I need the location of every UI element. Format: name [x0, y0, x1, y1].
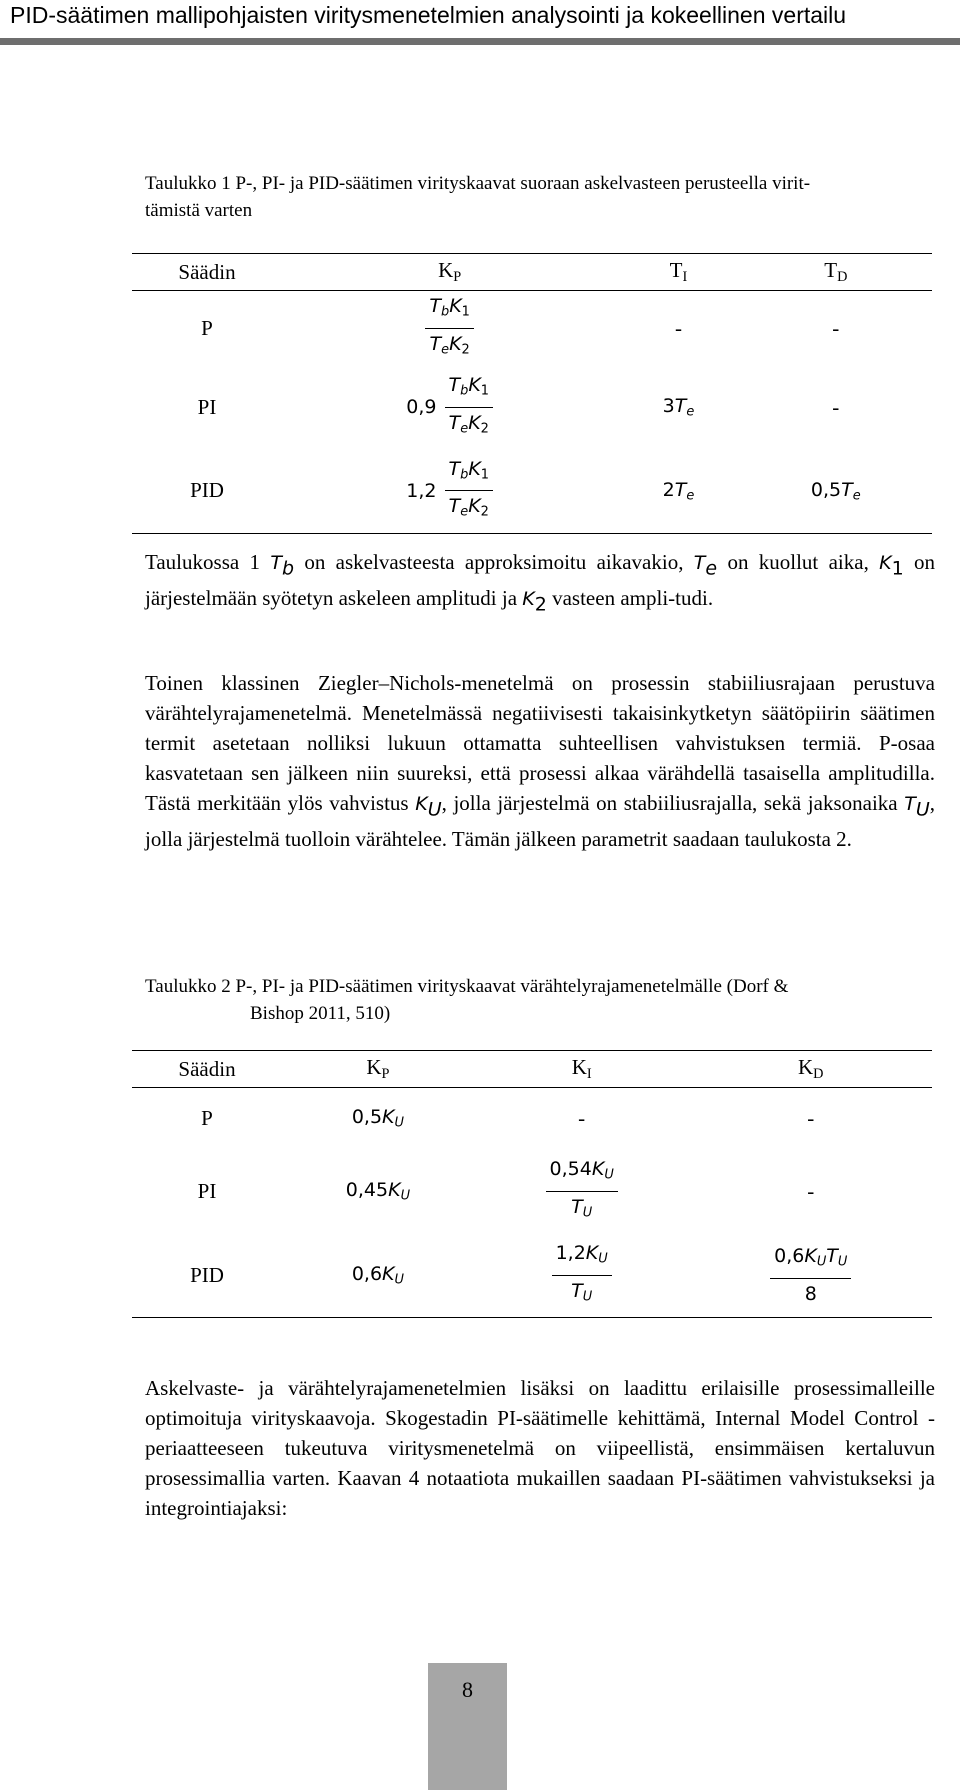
table2-cell-controller: P [201, 1106, 213, 1131]
table1-cell-kp [282, 291, 617, 366]
table2-header-ki: $K_I$ [474, 1051, 690, 1088]
kp-fraction: $\frac{T_bK_1}{T_eK_2}$ [445, 454, 494, 528]
table1-cell-td: $0,5T_e$ [740, 449, 932, 533]
table2-cell-ki [474, 1234, 690, 1318]
kp-fraction: $\frac{T_bK_1}{T_eK_2}$ [445, 370, 494, 444]
table1-cell-controller: PI [197, 394, 217, 419]
table1-cell-controller: PID [132, 449, 282, 533]
table2-caption-line1: Taulukko 2 P-, PI- ja PID-säätimen virityskaavat värähtelyrajamenetelmälle (Dorf & [145, 976, 789, 997]
running-header: PID-säätimen mallipohjaisten viritysmenetelmien analysointi ja kokeellinen vertailu [10, 2, 847, 28]
table-row [132, 1234, 932, 1318]
table2-cell-ki [474, 1150, 690, 1234]
table2-cell-kp: $0,45K_U$ [345, 1179, 411, 1204]
page-number: 8 [462, 1677, 473, 1702]
table2-caption [145, 973, 935, 1027]
table1-header-controller: Säädin [132, 254, 282, 291]
table2 [132, 1050, 932, 1318]
table2-header-row [132, 1051, 932, 1088]
table1-cell-kp: 0,9 $\frac{T_bK_1}{T_eK_2}$ [282, 365, 617, 449]
header-rule [0, 38, 960, 45]
table1-cell-ti: $2T_e$ [617, 449, 739, 533]
table2-header-controller: Säädin [132, 1051, 282, 1088]
ki-fraction: $\frac{0,54K_U}{T_U}$ [546, 1154, 618, 1228]
table2-cell-kp: $0,5K_U$ [351, 1106, 404, 1132]
table2-cell-controller: PI [197, 1179, 217, 1203]
paragraph-skogestad: Askelvaste- ja värähtelyrajamenetelmien lisäksi on laadittu erilaisille prosessimalleille optimoituja virityskaavoja. Skogestadin PI-säätimelle kehittämä, Internal Model Control -periaatteeseen tukeutuva viritysmenetelmä on viipeellistä, ensimmäisen kertaluvun prosessimallia varten. Kaavan 4 notaatiota mukaillen saadaan PI-säätimen vahvistukseksi ja integrointiajaksi: [145, 1376, 935, 1520]
table1-cell-ti: $3T_e$ [662, 394, 695, 420]
table2-header-kp: $K_P$ [282, 1051, 474, 1088]
paragraph-table1-explanation: Taulukossa 1 Tb on askelvasteesta approksimoitu aikavakio, Te on kuollut aika, K1 on järjestelmään syötetyn askeleen amplitudi ja K2 vasteen ampli-tudi. [145, 550, 936, 616]
table1-cell-ti: - [674, 315, 682, 340]
table2-cell-kd [690, 1234, 933, 1318]
table-row [132, 449, 932, 533]
table1 [132, 253, 932, 534]
table1-cell-controller: P [201, 315, 213, 340]
table2-cell-controller: PID [132, 1234, 282, 1318]
table1-caption [145, 170, 935, 224]
table-row [132, 291, 932, 366]
table2-cell-ki: - [578, 1106, 586, 1131]
table1-cell-td: - [832, 394, 840, 419]
table2-header-kd: $K_D$ [690, 1051, 933, 1088]
table1-caption-line1: Taulukko 1 P-, PI- ja PID-säätimen virityskaavat suoraan askelvasteen perusteella virit- [145, 173, 811, 194]
table2-cell-kd: - [807, 1179, 815, 1203]
table1-cell-kp: 1,2 $\frac{T_bK_1}{T_eK_2}$ [282, 449, 617, 533]
table-row [132, 1088, 932, 1150]
table1-caption-line2: tämistä varten [145, 200, 253, 221]
table-row [132, 1150, 932, 1234]
table1-header-row [132, 254, 932, 291]
table1-header-kp: $K_P$ [282, 254, 617, 291]
kp-fraction: $\frac{T_bK_1}{T_eK_2}$ [425, 291, 474, 365]
table1-cell-td: - [832, 315, 840, 340]
table-row [132, 365, 932, 449]
table2-caption-line2: Bishop 2011, 510) [250, 1003, 391, 1024]
table1-header-td: $T_D$ [740, 254, 932, 291]
table2-cell-kp: $0,6K_U$ [282, 1234, 474, 1318]
ki-fraction: $\frac{1,2K_U}{T_U}$ [552, 1238, 612, 1312]
table1-header-ti: $T_I$ [617, 254, 739, 291]
page-number-box [428, 1663, 507, 1790]
table2-cell-kd: - [807, 1106, 815, 1131]
kd-fraction: $\frac{0,6K_UT_U}{8}$ [770, 1241, 851, 1309]
paragraph-ziegler-nichols: Toinen klassinen Ziegler–Nichols-menetelmä on prosessin stabiiliusrajaan perustuva värähtelyrajamenetelmä. Menetelmässä negatiivisesti takaisinkytketyn säätöpiirin säätimen termit asetetaan nolliksi lukuun ottamatta suhteellisen vahvistuksen termiä. P-osaa kasvatetaan sen jälkeen niin suureksi, että prosessi alkaa värähdellä tasaisella amplitudilla. Tästä merkitään ylös vahvistus KU, jolla järjestelmä on stabiiliusrajalla, sekä jaksonaika TU, jolla järjestelmä tuolloin värähtelee. Tämän jälkeen parametrit saadaan taulukosta 2. [145, 671, 935, 852]
